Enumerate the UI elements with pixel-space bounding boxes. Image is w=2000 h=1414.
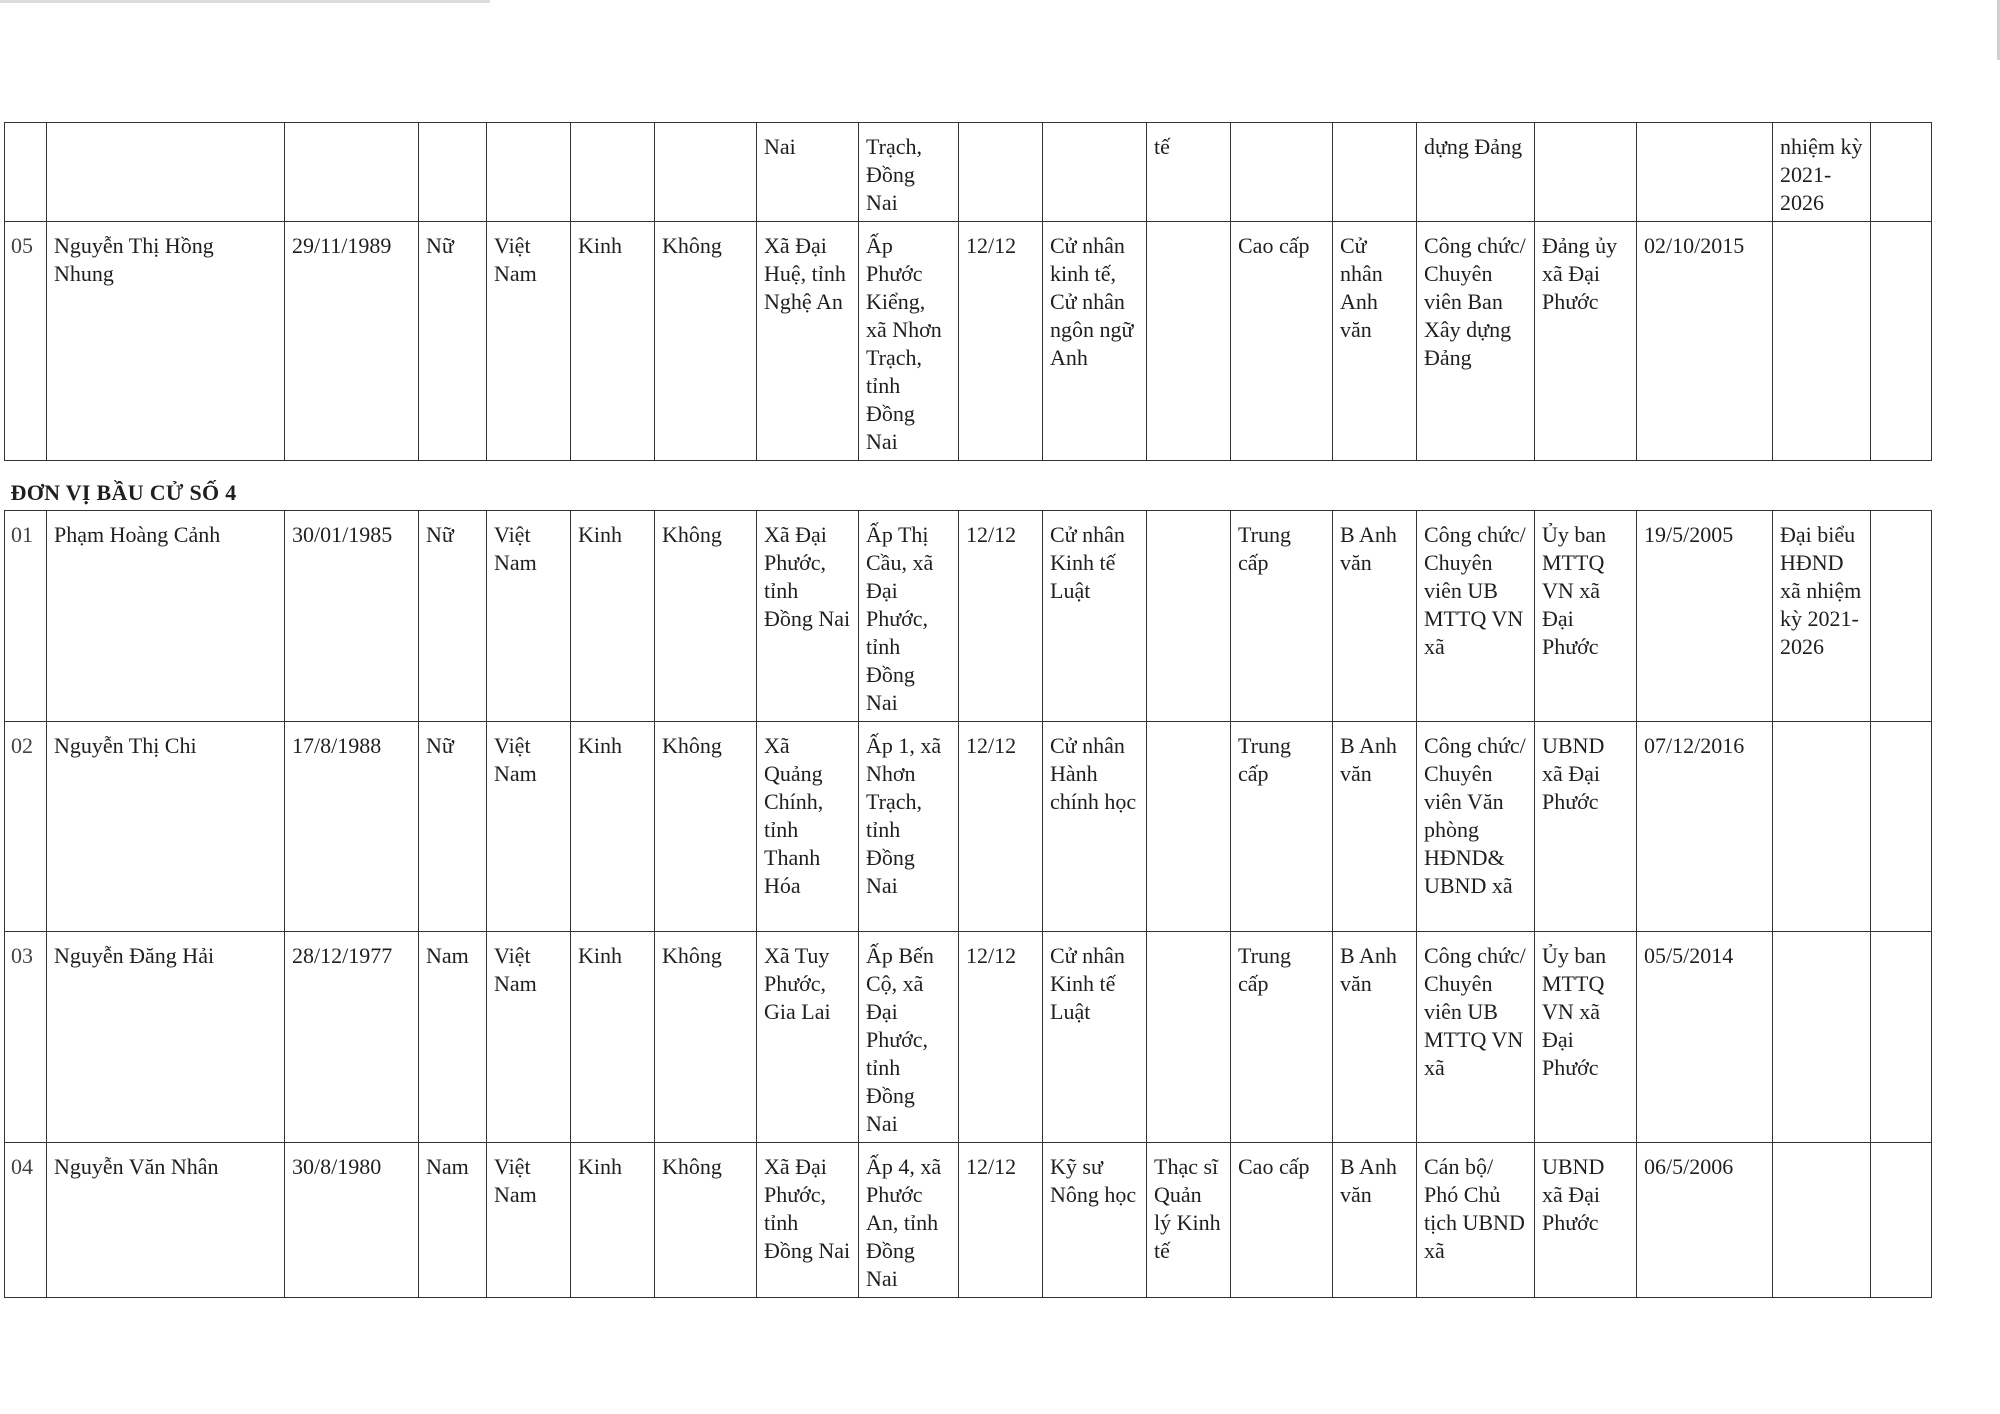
note-cell — [1871, 123, 1932, 222]
foreign-language-cell: B Anh văn — [1333, 722, 1417, 932]
note-cell — [1871, 932, 1932, 1143]
ethnicity-cell: Kinh — [571, 932, 655, 1143]
professional-qualification-cell: Cử nhân kinh tế, Cử nhân ngôn ngữ Anh — [1043, 222, 1147, 461]
party-join-date-cell: 07/12/2016 — [1637, 722, 1773, 932]
council-member-status-cell — [1773, 932, 1871, 1143]
council-member-status-cell: nhiệm kỳ 2021-2026 — [1773, 123, 1871, 222]
party-join-date-cell: 02/10/2015 — [1637, 222, 1773, 461]
workplace-cell — [1535, 123, 1637, 222]
religion-cell: Không — [655, 222, 757, 461]
note-cell — [1871, 722, 1932, 932]
political-theory-cell: Cao cấp — [1231, 1143, 1333, 1298]
workplace-cell: UBND xã Đại Phước — [1535, 722, 1637, 932]
nationality-cell: Việt Nam — [487, 511, 571, 722]
foreign-language-cell: Cử nhân Anh văn — [1333, 222, 1417, 461]
professional-qualification-cell: Kỹ sư Nông học — [1043, 1143, 1147, 1298]
workplace-cell: Đảng ủy xã Đại Phước — [1535, 222, 1637, 461]
religion-cell: Không — [655, 722, 757, 932]
note-cell — [1871, 222, 1932, 461]
table-row — [5, 722, 1932, 932]
candidate-table — [4, 122, 1932, 1298]
table-row — [5, 222, 1932, 461]
ethnicity-cell: Kinh — [571, 222, 655, 461]
hometown-cell: Nai — [757, 123, 859, 222]
council-member-status-cell — [1773, 1143, 1871, 1298]
workplace-cell: Ủy ban MTTQ VN xã Đại Phước — [1535, 932, 1637, 1143]
party-join-date-cell: 05/5/2014 — [1637, 932, 1773, 1143]
occupation-position-cell: Công chức/ Chuyên viên UB MTTQ VN xã — [1417, 932, 1535, 1143]
party-join-date-cell: 19/5/2005 — [1637, 511, 1773, 722]
note-cell — [1871, 511, 1932, 722]
full-name-cell: Nguyễn Đăng Hải — [47, 932, 285, 1143]
workplace-cell: Ủy ban MTTQ VN xã Đại Phước — [1535, 511, 1637, 722]
religion-cell — [655, 123, 757, 222]
party-join-date-cell: 06/5/2006 — [1637, 1143, 1773, 1298]
religion-cell: Không — [655, 511, 757, 722]
ethnicity-cell: Kinh — [571, 1143, 655, 1298]
gender-cell: Nữ — [419, 722, 487, 932]
foreign-language-cell: B Anh văn — [1333, 1143, 1417, 1298]
professional-qualification-cell — [1043, 123, 1147, 222]
general-education-cell: 12/12 — [959, 722, 1043, 932]
stt-cell: 05 — [5, 222, 47, 461]
academic-degree-cell — [1147, 722, 1231, 932]
full-name-cell: Nguyễn Thị Hồng Nhung — [47, 222, 285, 461]
residence-cell: Ấp 1, xã Nhơn Trạch, tỉnh Đồng Nai — [859, 722, 959, 932]
table-row — [5, 1143, 1932, 1298]
hometown-cell: Xã Tuy Phước, Gia Lai — [757, 932, 859, 1143]
stt-cell: 01 — [5, 511, 47, 722]
occupation-position-cell: Công chức/ Chuyên viên UB MTTQ VN xã — [1417, 511, 1535, 722]
professional-qualification-cell: Cử nhân Hành chính học — [1043, 722, 1147, 932]
religion-cell: Không — [655, 932, 757, 1143]
full-name-cell: Phạm Hoàng Cảnh — [47, 511, 285, 722]
gender-cell: Nam — [419, 1143, 487, 1298]
hometown-cell: Xã Quảng Chính, tỉnh Thanh Hóa — [757, 722, 859, 932]
occupation-position-cell: dựng Đảng — [1417, 123, 1535, 222]
hometown-cell: Xã Đại Huệ, tỉnh Nghệ An — [757, 222, 859, 461]
stt-cell — [5, 123, 47, 222]
ethnicity-cell: Kinh — [571, 722, 655, 932]
residence-cell: Ấp 4, xã Phước An, tỉnh Đồng Nai — [859, 1143, 959, 1298]
general-education-cell: 12/12 — [959, 222, 1043, 461]
scan-edge-top — [0, 0, 490, 3]
stt-cell: 03 — [5, 932, 47, 1143]
hometown-cell: Xã Đại Phước, tỉnh Đồng Nai — [757, 511, 859, 722]
religion-cell: Không — [655, 1143, 757, 1298]
party-join-date-cell — [1637, 123, 1773, 222]
birth-date-cell: 30/8/1980 — [285, 1143, 419, 1298]
occupation-position-cell: Công chức/ Chuyên viên Ban Xây dựng Đảng — [1417, 222, 1535, 461]
ethnicity-cell — [571, 123, 655, 222]
nationality-cell: Việt Nam — [487, 932, 571, 1143]
council-member-status-cell — [1773, 722, 1871, 932]
council-member-status-cell — [1773, 222, 1871, 461]
general-education-cell: 12/12 — [959, 1143, 1043, 1298]
section-title: ĐƠN VỊ BẦU CỬ SỐ 4 — [5, 461, 1932, 511]
occupation-position-cell: Công chức/ Chuyên viên Văn phòng HĐND& UBND xã — [1417, 722, 1535, 932]
full-name-cell: Nguyễn Thị Chi — [47, 722, 285, 932]
workplace-cell: UBND xã Đại Phước — [1535, 1143, 1637, 1298]
birth-date-cell — [285, 123, 419, 222]
gender-cell: Nữ — [419, 511, 487, 722]
birth-date-cell: 29/11/1989 — [285, 222, 419, 461]
nationality-cell: Việt Nam — [487, 222, 571, 461]
political-theory-cell: Trung cấp — [1231, 932, 1333, 1143]
stt-cell: 02 — [5, 722, 47, 932]
professional-qualification-cell: Cử nhân Kinh tế Luật — [1043, 511, 1147, 722]
political-theory-cell: Trung cấp — [1231, 511, 1333, 722]
general-education-cell: 12/12 — [959, 511, 1043, 722]
academic-degree-cell: Thạc sĩ Quản lý Kinh tế — [1147, 1143, 1231, 1298]
ethnicity-cell: Kinh — [571, 511, 655, 722]
gender-cell — [419, 123, 487, 222]
professional-qualification-cell: Cử nhân Kinh tế Luật — [1043, 932, 1147, 1143]
nationality-cell: Việt Nam — [487, 1143, 571, 1298]
stt-cell: 04 — [5, 1143, 47, 1298]
residence-cell: Ấp Phước Kiểng, xã Nhơn Trạch, tỉnh Đồng Nai — [859, 222, 959, 461]
general-education-cell: 12/12 — [959, 932, 1043, 1143]
section-row — [5, 461, 1932, 511]
table-row — [5, 511, 1932, 722]
council-member-status-cell: Đại biểu HĐND xã nhiệm kỳ 2021-2026 — [1773, 511, 1871, 722]
gender-cell: Nữ — [419, 222, 487, 461]
academic-degree-cell: tế — [1147, 123, 1231, 222]
academic-degree-cell — [1147, 222, 1231, 461]
birth-date-cell: 28/12/1977 — [285, 932, 419, 1143]
residence-cell: Ấp Bến Cộ, xã Đại Phước, tỉnh Đồng Nai — [859, 932, 959, 1143]
residence-cell: Trạch, Đồng Nai — [859, 123, 959, 222]
hometown-cell: Xã Đại Phước, tỉnh Đồng Nai — [757, 1143, 859, 1298]
full-name-cell — [47, 123, 285, 222]
political-theory-cell: Trung cấp — [1231, 722, 1333, 932]
political-theory-cell — [1231, 123, 1333, 222]
full-name-cell: Nguyễn Văn Nhân — [47, 1143, 285, 1298]
academic-degree-cell — [1147, 511, 1231, 722]
gender-cell: Nam — [419, 932, 487, 1143]
occupation-position-cell: Cán bộ/ Phó Chủ tịch UBND xã — [1417, 1143, 1535, 1298]
foreign-language-cell — [1333, 123, 1417, 222]
birth-date-cell: 30/01/1985 — [285, 511, 419, 722]
foreign-language-cell: B Anh văn — [1333, 932, 1417, 1143]
nationality-cell — [487, 123, 571, 222]
nationality-cell: Việt Nam — [487, 722, 571, 932]
political-theory-cell: Cao cấp — [1231, 222, 1333, 461]
foreign-language-cell: B Anh văn — [1333, 511, 1417, 722]
birth-date-cell: 17/8/1988 — [285, 722, 419, 932]
residence-cell: Ấp Thị Cầu, xã Đại Phước, tỉnh Đồng Nai — [859, 511, 959, 722]
table-row — [5, 123, 1932, 222]
academic-degree-cell — [1147, 932, 1231, 1143]
note-cell — [1871, 1143, 1932, 1298]
table-row — [5, 932, 1932, 1143]
general-education-cell — [959, 123, 1043, 222]
